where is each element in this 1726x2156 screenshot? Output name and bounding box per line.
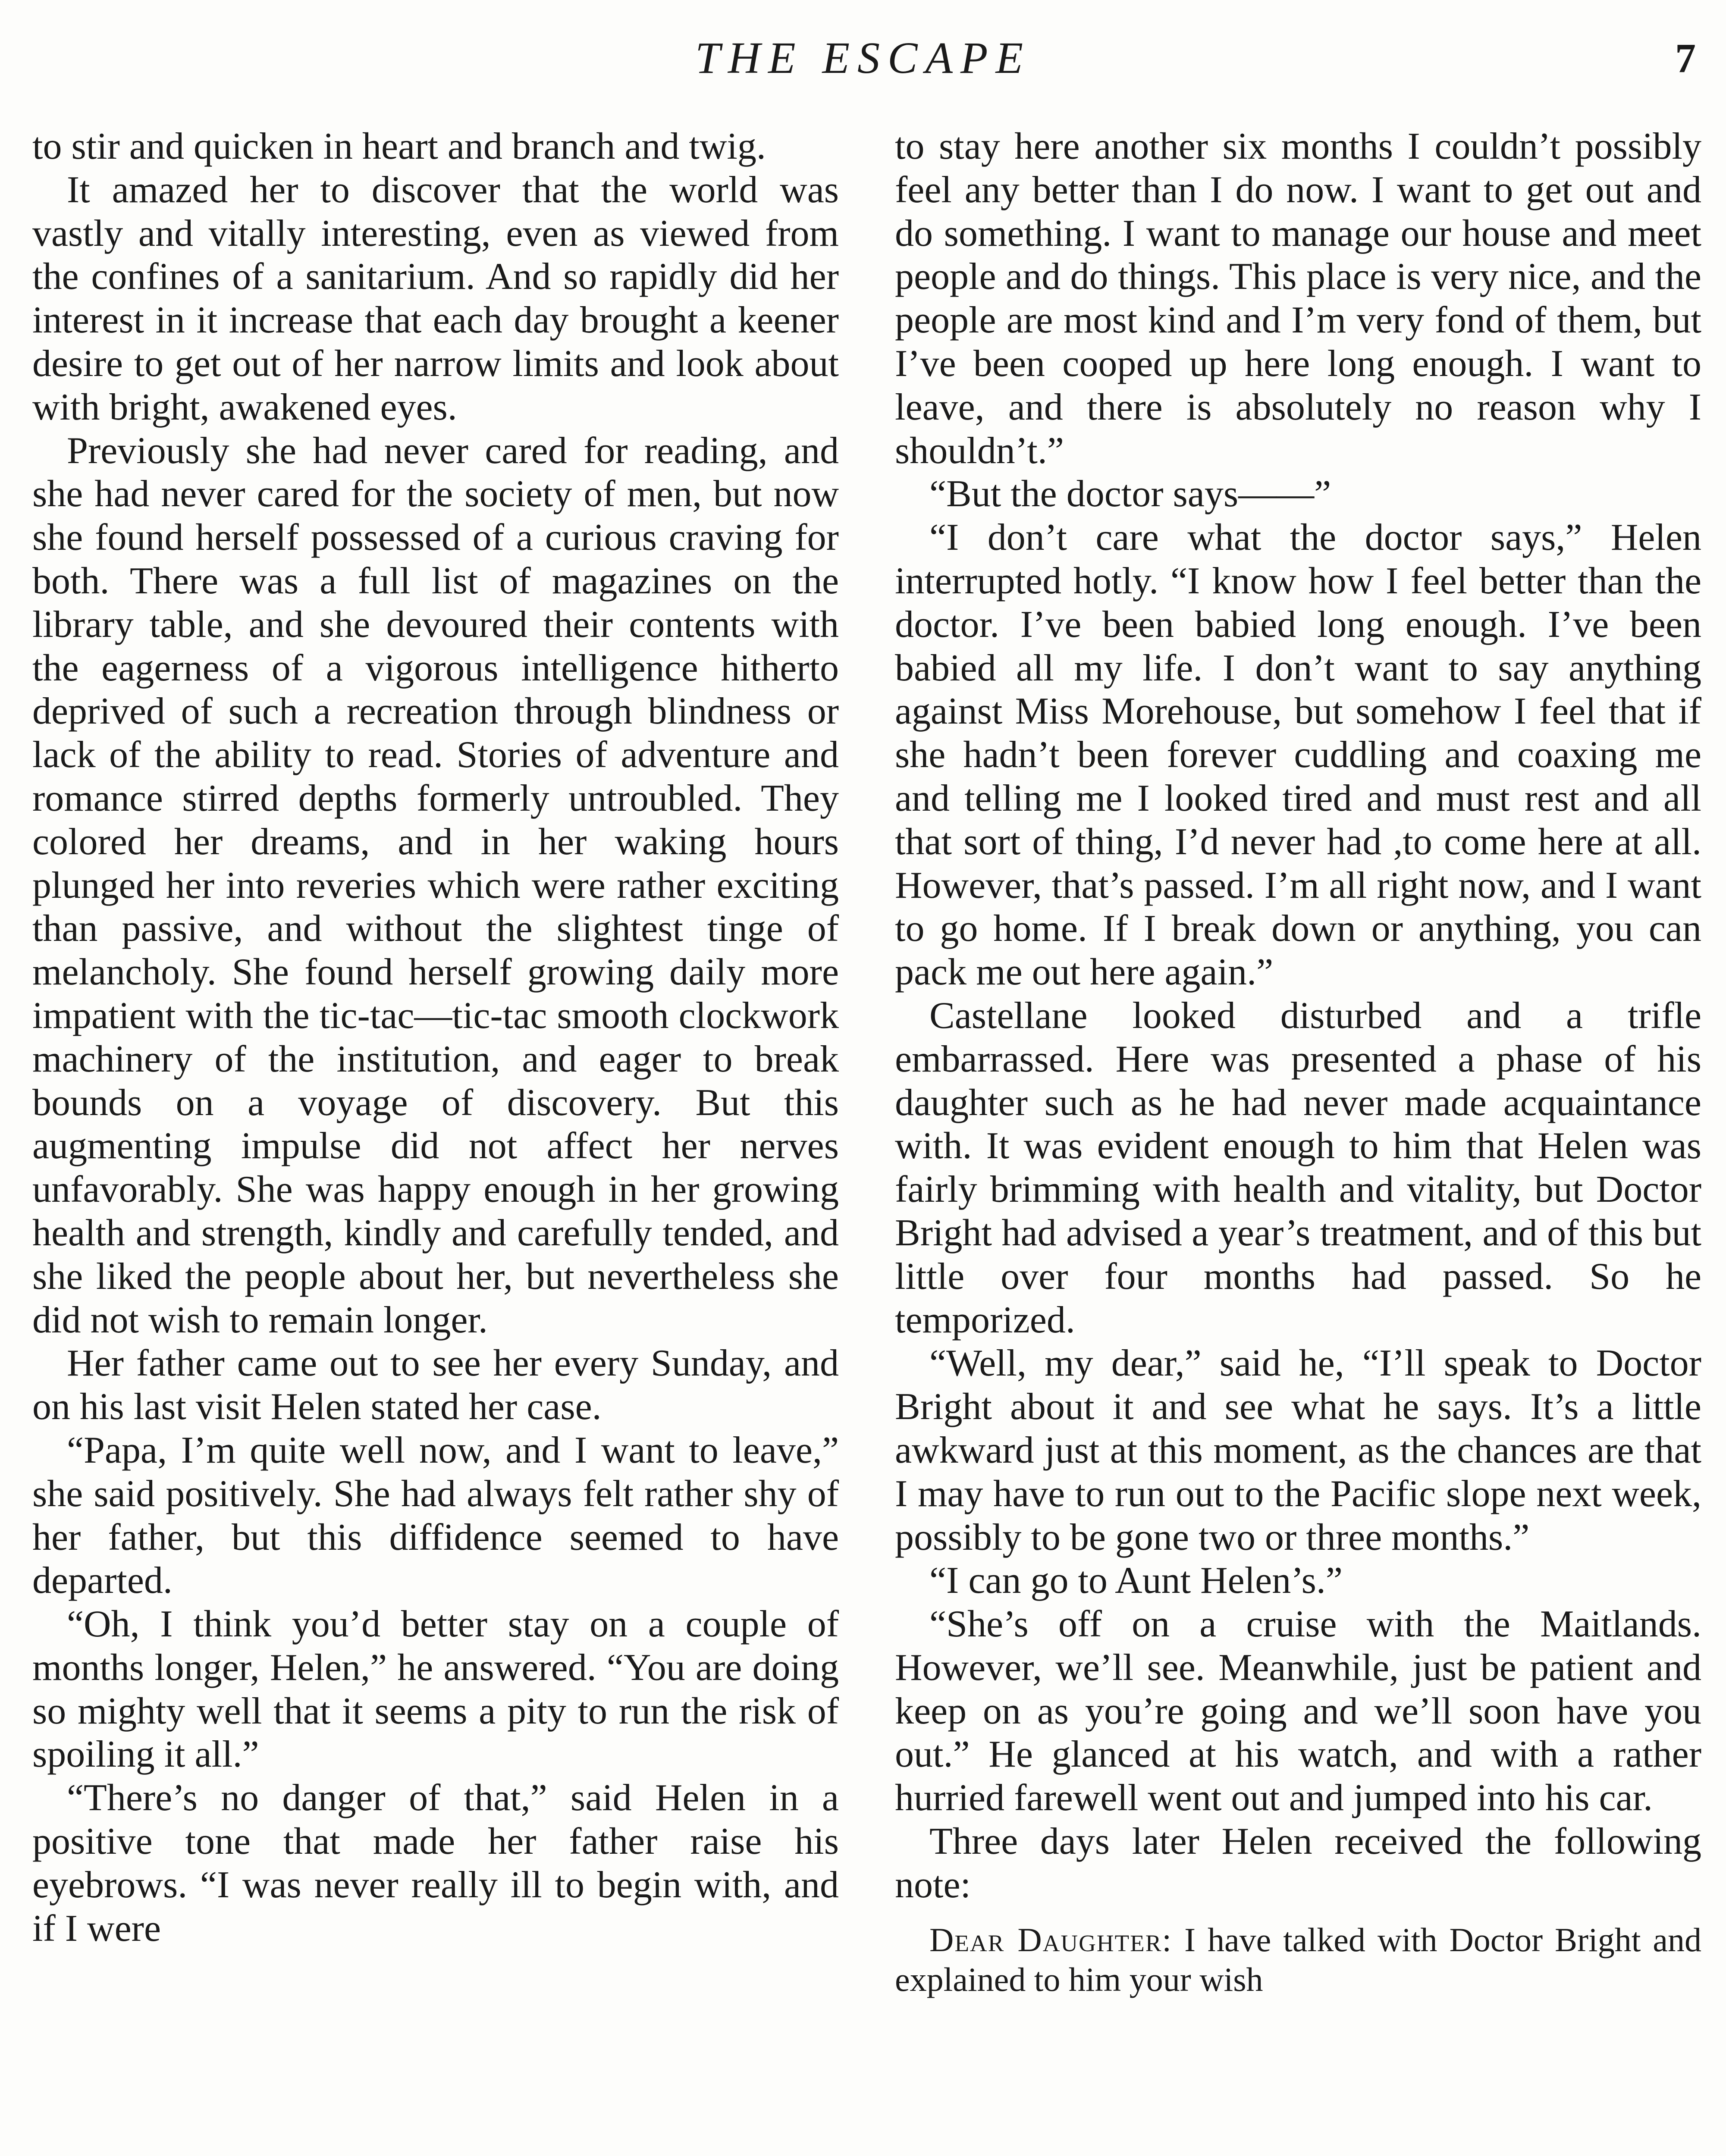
paragraph: “But the doctor says——” [929,473,1331,515]
paragraph: to stay here another six months I couldn’t possibly feel any better than I do now. I want to get out and do something. I want to manage our house and meet people and do things. This place is very nice, and the people are most kind and I’m very fond of them, but I’ve been cooped up here long enough. I want to leave, and there is absolutely no reason why I shouldn’t.” [895,125,1701,472]
paragraph: Three days later Helen received the following note: [895,1821,1701,1906]
running-title: THE ESCAPE [695,33,1031,83]
paragraph: “There’s no danger of that,” said Helen in a positive tone that made her father raise his eyebrows. “I was never really ill to begin with, and if I were [32,1777,839,1949]
paragraph: Her father came out to see her every Sunday, and on his last visit Helen stated her case. [32,1342,839,1428]
page-number: 7 [1675,35,1696,81]
paragraph: “Oh, I think you’d better stay on a couple of months longer, Helen,” he answered. “You are doing so mighty well that it seems a pity to run the risk of spoiling it all.” [32,1603,839,1776]
paragraph: Previously she had never cared for reading, and she had never cared for the society of men, but now she found herself possessed of a curious craving for both. There was a full list of magazines on the library table, and she devoured their contents with the eagerness of a vigorous intelligence hitherto deprived of such a recreation through blindness or lack of the ability to read. Stories of adventure and romance stirred depths formerly untroubled. They colored her dreams, and in her waking hours plunged her into reveries which were rather exciting than passive, and without the slightest tinge of melancholy. She found herself growing daily more impatient with the tic-tac—tic-tac smooth clockwork machinery of the institution, and eager to break bounds on a voyage of discovery. But this augmenting impulse did not affect her nerves unfavorably. She was happy enough in her growing health and strength, kindly and carefully tended, and she liked the people about her, but nevertheless she did not wish to remain longer. [32,429,839,1341]
left-column [32,125,839,1950]
paragraph: “She’s off on a cruise with the Maitlands. However, we’ll see. Meanwhile, just be patient and keep on as you’re going and we’ll soon have you out.” He glanced at his watch, and with a rather hurried farewell went out and jumped into his car. [895,1603,1701,1819]
paragraph: to stir and quicken in heart and branch and twig. [32,125,766,167]
paragraph: “I don’t care what the doctor says,” Helen interrupted hotly. “I know how I feel better than the doctor. I’ve been babied long enough. I’ve been babied all my life. I don’t want to say anything against Miss Morehouse, but somehow I feel that if she hadn’t been forever cuddling and coaxing me and telling me I looked tired and must rest and all that sort of thing, I’d never had ,to come here at all. However, that’s passed. I’m all right now, and I want to go home. If I break down or anything, you can pack me out here again.” [895,517,1701,993]
paragraph: “I can go to Aunt Helen’s.” [929,1560,1343,1602]
paragraph: “Well, my dear,” said he, “I’ll speak to Doctor Bright about it and see what he says. It’s a little awkward just at this moment, as the chances are that I may have to run out to the Pacific slope next week, possibly to be gone two or three months.” [895,1342,1701,1558]
running-head [0,30,1726,86]
letter-opening [895,1920,1701,1999]
paragraph: “Papa, I’m quite well now, and I want to leave,” she said positively. She had always felt rather shy of her father, but this diffidence seemed to have departed. [32,1429,839,1602]
paragraph: It amazed her to discover that the world was vastly and vitally interesting, even as viewed from the confines of a sanitarium. And so rapidly did her interest in it increase that each day brought a keener desire to get out of her narrow limits and look about with bright, awakened eyes. [32,169,839,428]
letter-text: I have talked with Doctor Bright and explained to him your wish [895,1921,1701,1998]
paragraph: Castellane looked disturbed and a trifle embarrassed. Here was presented a phase of his daughter such as he had never made acquaintance with. It was evident enough to him that Helen was fairly brimming with health and vitality, but Doctor Bright had advised a year’s treatment, and of this but little over four months had passed. So he temporized. [895,994,1701,1341]
right-column [895,125,1701,1999]
letter-salutation: Dear Daughter: [929,1921,1173,1959]
